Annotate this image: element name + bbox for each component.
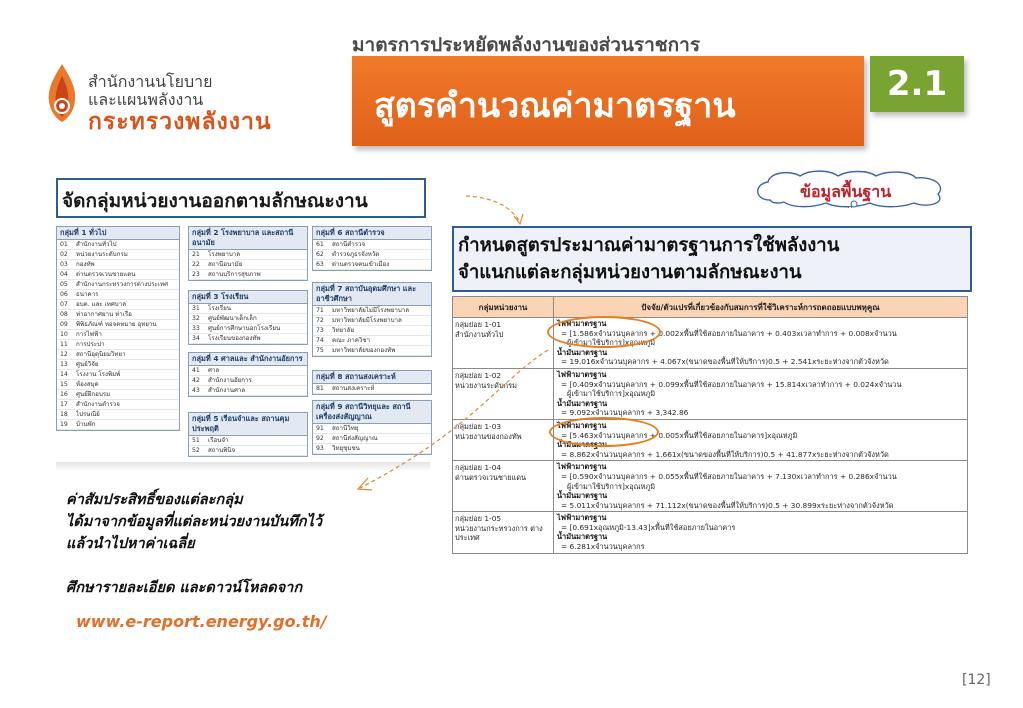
- list-item: [189, 324, 307, 334]
- list-item: [313, 346, 431, 356]
- fuel-formula: = 19.016xจำนวนบุคลากร + 4.067x(ขนาดของพื้นที่ให้บริการ)0.5 + 2.541xระยะห่างจากตัวจังหวัด: [561, 357, 889, 367]
- group-unit-name: ห้องสมุด: [76, 381, 99, 388]
- fuel-formula: = 9.092xจำนวนบุคลากร + 3,342.86: [561, 408, 689, 418]
- group-title: กลุ่มที่ 8 สถานสงเคราะห์: [313, 371, 431, 384]
- group-title: กลุ่มที่ 5 เรือนจำและ สถานคุมประพฤติ: [189, 413, 307, 436]
- right-heading-line2: จำแนกแต่ละกลุ่มหน่วยงานตามลักษณะงาน: [458, 262, 802, 283]
- group-rows: [57, 240, 179, 430]
- list-item: [57, 410, 179, 420]
- electricity-formula: = [0.590xจำนวนบุคลากร + 0.055xพื้นที่ใช้สอยภายในอาคาร + 7.130xเวลาทำการ + 0.286xจำนวน: [561, 471, 897, 481]
- group-cell: [453, 369, 554, 419]
- note-line4: ศึกษารายละเอียด และดาวน์โหลดจาก: [66, 580, 303, 596]
- group-rows: [313, 424, 431, 454]
- group-code: 01: [60, 241, 68, 248]
- list-item: [313, 444, 431, 454]
- group-code: 43: [192, 387, 200, 394]
- group-code: 14: [60, 371, 68, 378]
- group-code: 10: [60, 331, 68, 338]
- electricity-formula-text: [0.691xอุณหภูมิ-13.43]xพื้นที่ใช้สอยภายในอาคาร: [569, 522, 736, 532]
- group-code: 61: [316, 241, 324, 248]
- group-code: 11: [60, 341, 68, 348]
- group-unit-name: สถานีตำรวจ: [332, 241, 366, 248]
- list-item: [57, 360, 179, 370]
- table-row: [453, 369, 967, 420]
- list-item: [313, 250, 431, 260]
- group-title: กลุ่มที่ 2 โรงพยาบาล และสถานีอนามัย: [189, 227, 307, 250]
- electricity-label: ไฟฟ้ามาตรฐาน: [557, 369, 607, 379]
- subgroup-id: กลุ่มย่อย 1-04: [455, 463, 502, 473]
- list-item: [57, 370, 179, 380]
- electricity-formula: = [5.463xจำนวนบุคลากร + 0.005xพื้นที่ใช้สอยภายในอาคาร]xอุณหภูมิ: [561, 430, 798, 440]
- fuel-formula: = 6.281xจำนวนบุคลากร: [561, 542, 645, 552]
- fuel-formula-text: 5.011xจำนวนบุคลากร + 71.112x(ขนาดของพื้นที่ให้บริการ)0.5 + 30.899xระยะห่างจากตัวจังหวัด: [569, 500, 894, 510]
- fuel-formula: = 8.862xจำนวนบุคลากร + 1.661x(ขนาดของพื้นที่ให้บริการ)0.5 + 41.877xระยะห่างจากตัวจังหวัด: [561, 449, 889, 459]
- left-heading: จัดกลุ่มหน่วยงานออกตามลักษณะงาน: [62, 190, 368, 212]
- slide-title: สูตรคำนวณค่ามาตรฐาน: [374, 86, 736, 126]
- list-item: [313, 384, 431, 394]
- list-item: [189, 304, 307, 314]
- list-item: [313, 240, 431, 250]
- org-name-line2: และแผนพลังงาน: [88, 90, 204, 109]
- fuel-formula: = 5.011xจำนวนบุคลากร + 71.112x(ขนาดของพื้นที่ให้บริการ)0.5 + 30.899xระยะห่างจากตัวจังหวัด: [561, 500, 894, 510]
- group-unit-name: กองทัพ: [76, 261, 95, 268]
- list-item: [57, 320, 179, 330]
- ministry-name: กระทรวงพลังงาน: [88, 109, 272, 135]
- right-heading-line1: กำหนดสูตรประมาณค่ามาตรฐานการใช้พลังงาน: [458, 235, 840, 256]
- list-item: [57, 250, 179, 260]
- group-unit-name: สถานสงเคราะห์: [332, 385, 375, 392]
- group-unit-name: วิทยุชุมชน: [332, 445, 360, 452]
- group-unit-name: ศูนย์วิจัย: [76, 361, 99, 368]
- list-item: [57, 260, 179, 270]
- group-unit-name: สถานีอุตุนิยมวิทยา: [76, 351, 126, 358]
- note-line3: แล้วนำไปหาค่าเฉลี่ย: [66, 536, 195, 552]
- electricity-formula: = [0.691xอุณหภูมิ-13.43]xพื้นที่ใช้สอยภายในอาคาร: [561, 522, 736, 532]
- header-group: กลุ่มหน่วยงาน: [453, 297, 554, 317]
- group-code: 51: [192, 437, 200, 444]
- note-line2: ได้มาจากข้อมูลที่แต่ละหน่วยงานบันทึกไว้: [66, 514, 323, 530]
- table-shadow: [56, 462, 430, 470]
- group-unit-name: ด่านตรวจเวนชายแดน: [76, 271, 136, 278]
- group-rows: [189, 436, 307, 456]
- group-unit-name: การประปา: [76, 341, 105, 348]
- group-code: 34: [192, 335, 200, 342]
- cloud-label: ข้อมูลพื้นฐาน: [800, 182, 892, 201]
- fuel-label: น้ำมันมาตรฐาน: [557, 398, 608, 408]
- group-unit-name: ศูนย์ฝึกอบรม: [76, 391, 111, 398]
- group-unit-name: ศูนย์การศึกษานอกโรงเรียน: [208, 325, 281, 332]
- list-item: [57, 330, 179, 340]
- unit-name: ด่านตรวจเวนชายแดน: [455, 472, 527, 482]
- group-code: 42: [192, 377, 200, 384]
- group-code: 72: [316, 317, 324, 324]
- formula-cell: [554, 512, 967, 552]
- group-title: กลุ่มที่ 1 ทั่วไป: [57, 227, 179, 240]
- list-item: [57, 400, 179, 410]
- fuel-label: น้ำมันมาตรฐาน: [557, 347, 608, 357]
- list-item: [189, 376, 307, 386]
- electricity-formula-cont: ผู้เข้ามาใช้บริการ]xอุณหภูมิ: [567, 389, 656, 399]
- list-item: [189, 386, 307, 396]
- group-unit-name: สำนักงานกระทรวงการต่างประเทศ: [76, 281, 168, 288]
- list-item: [189, 250, 307, 260]
- group-code: 13: [60, 361, 68, 368]
- group-unit-name: สำนักงานศาล: [208, 387, 246, 394]
- group-code: 41: [192, 367, 200, 374]
- formula-rows: [453, 318, 967, 553]
- highlight-ring: [547, 316, 661, 348]
- electricity-formula-text: [5.463xจำนวนบุคลากร + 0.005xพื้นที่ใช้สอยภายในอาคาร]xอุณหภูมิ: [569, 430, 798, 440]
- list-item: [189, 436, 307, 446]
- subgroup-id: กลุ่มย่อย 1-03: [455, 421, 502, 431]
- electricity-formula: = [0.409xจำนวนบุคลากร + 0.099xพื้นที่ใช้สอยภายในอาคาร + 15.814xเวลาทำการ + 0.024xจำนวน: [561, 379, 902, 389]
- group-cell: [453, 461, 554, 511]
- group-unit-name: สำนักงานตำรวจ: [76, 401, 120, 408]
- group-unit-name: โรงงาน โรงพิมพ์: [76, 371, 121, 378]
- group-code: 81: [316, 385, 324, 392]
- group-code: 16: [60, 391, 68, 398]
- formula-table: [452, 296, 968, 554]
- list-item: [313, 336, 431, 346]
- list-item: [189, 314, 307, 324]
- electricity-formula-text: [1.586xจำนวนบุคลากร + 0.002xพื้นที่ใช้สอยภายในอาคาร + 0.403xเวลาทำการ + 0.008xจำนวน: [569, 328, 897, 338]
- group-unit-name: มหาวิทยาลัยไม่มีโรงพยาบาล: [332, 307, 410, 314]
- list-item: [57, 420, 179, 430]
- group-code: 18: [60, 411, 68, 418]
- unit-name: หน่วยงานระดับกรม: [455, 380, 517, 390]
- group-table-2: [188, 226, 308, 281]
- right-heading: [458, 232, 839, 286]
- group-code: 91: [316, 425, 324, 432]
- group-unit-name: มหาวิทยาลัยของกองทัพ: [332, 347, 396, 354]
- group-cell: [453, 512, 554, 552]
- group-unit-name: ด่านตรวจคนเข้าเมือง: [332, 261, 390, 268]
- group-code: 23: [192, 271, 200, 278]
- group-unit-name: สถานีอนามัย: [208, 261, 243, 268]
- group-code: 63: [316, 261, 324, 268]
- list-item: [57, 300, 179, 310]
- group-code: 31: [192, 305, 200, 312]
- group-code: 71: [316, 307, 324, 314]
- electricity-formula-text: [0.590xจำนวนบุคลากร + 0.055xพื้นที่ใช้สอยภายในอาคาร + 7.130xเวลาทำการ + 0.286xจำนวน: [569, 471, 897, 481]
- table-row: [453, 512, 967, 552]
- group-table-3: [188, 290, 308, 345]
- header-factors: ปัจจัย/ตัวแปรที่เกี่ยวข้องกับสมการที่ใช้วิเคราะห์การถดถอยแบบพหุคูณ: [641, 302, 880, 312]
- list-item: [189, 270, 307, 280]
- fuel-formula-text: 8.862xจำนวนบุคลากร + 1.661x(ขนาดของพื้นที่ให้บริการ)0.5 + 41.877xระยะห่างจากตัวจังหวัด: [569, 449, 889, 459]
- group-title: กลุ่มที่ 9 สถานีวิทยุและ สถานีเครื่องส่งสัญญาณ: [313, 401, 431, 424]
- group-unit-name: โรงเรียนของกองทัพ: [208, 335, 261, 342]
- fuel-label: น้ำมันมาตรฐาน: [557, 440, 608, 450]
- group-title: กลุ่มที่ 4 ศาลและ สำนักงานอัยการ: [189, 353, 307, 366]
- electricity-label: ไฟฟ้ามาตรฐาน: [557, 319, 607, 328]
- group-table-9: [312, 400, 432, 455]
- group-table-4: [188, 352, 308, 397]
- group-code: 07: [60, 301, 68, 308]
- page-number: [12]: [962, 672, 991, 688]
- group-code: 19: [60, 421, 68, 428]
- group-unit-name: บ้านพัก: [76, 421, 96, 428]
- group-table-1: [56, 226, 180, 431]
- fuel-formula-text: 6.281xจำนวนบุคลากร: [569, 542, 645, 552]
- group-unit-name: โรงพยาบาล: [208, 251, 241, 258]
- list-item: [57, 310, 179, 320]
- electricity-label: ไฟฟ้ามาตรฐาน: [557, 513, 607, 523]
- list-item: [313, 424, 431, 434]
- group-code: 22: [192, 261, 200, 268]
- group-code: 09: [60, 321, 68, 328]
- group-code: 92: [316, 435, 324, 442]
- table-row: [453, 461, 967, 512]
- fuel-formula-text: 9.092xจำนวนบุคลากร + 3,342.86: [569, 408, 689, 418]
- group-code: 74: [316, 337, 324, 344]
- title-banner: [352, 56, 864, 146]
- electricity-label: ไฟฟ้ามาตรฐาน: [557, 420, 607, 430]
- electricity-formula: = [1.586xจำนวนบุคลากร + 0.002xพื้นที่ใช้สอยภายในอาคาร + 0.403xเวลาทำการ + 0.008xจำนวน: [561, 328, 897, 338]
- list-item: [57, 340, 179, 350]
- group-cell: [453, 420, 554, 460]
- formula-table-header: [453, 297, 967, 318]
- group-cell: [453, 318, 554, 368]
- list-item: [189, 366, 307, 376]
- group-unit-name: สถานีวิทยุ: [332, 425, 359, 432]
- group-unit-name: หน่วยงานระดับกรม: [76, 251, 128, 258]
- group-unit-name: วิทยาลัย: [332, 327, 355, 334]
- fuel-formula-text: 19.016xจำนวนบุคลากร + 4.067x(ขนาดของพื้นที่ให้บริการ)0.5 + 2.541xระยะห่างจากตัวจังหวัด: [569, 357, 889, 367]
- section-number-badge: [870, 56, 964, 112]
- website-link[interactable]: www.e-report.energy.go.th/: [76, 612, 327, 631]
- note-line1: ค่าสัมประสิทธิ์ของแต่ละกลุ่ม: [66, 492, 243, 508]
- group-unit-name: พิพิธภัณฑ์ หอจดหมาย อุทยาน: [76, 321, 157, 328]
- group-unit-name: สถานบริการสุขภาพ: [208, 271, 261, 278]
- list-item: [313, 434, 431, 444]
- section-number: 2.1: [886, 64, 948, 104]
- list-item: [57, 380, 179, 390]
- group-code: 33: [192, 325, 200, 332]
- group-code: 62: [316, 251, 324, 258]
- group-title: กลุ่มที่ 3 โรงเรียน: [189, 291, 307, 304]
- electricity-formula-cont: ผู้เข้ามาใช้บริการ]xอุณหภูมิ: [567, 338, 656, 348]
- group-rows: [313, 306, 431, 356]
- group-code: 04: [60, 271, 68, 278]
- group-unit-name: สำนักงานอัยการ: [208, 377, 252, 384]
- list-item: [189, 334, 307, 344]
- group-code: 75: [316, 347, 324, 354]
- list-item: [189, 446, 307, 456]
- electricity-formula-text: [0.409xจำนวนบุคลากร + 0.099xพื้นที่ใช้สอยภายในอาคาร + 15.814xเวลาทำการ + 0.024xจำนวน: [569, 379, 902, 389]
- right-heading-box: [452, 226, 972, 292]
- group-title: กลุ่มที่ 7 สถาบันอุดมศึกษา และอาชีวศึกษา: [313, 283, 431, 306]
- electricity-formula-cont: ผู้เข้ามาใช้บริการ]xอุณหภูมิ: [567, 481, 656, 491]
- group-rows: [189, 366, 307, 396]
- group-unit-name: โรงเรียน: [208, 305, 231, 312]
- group-unit-name: ไปรษณีย์: [76, 411, 100, 418]
- list-item: [57, 280, 179, 290]
- group-unit-name: เรือนจำ: [208, 437, 229, 444]
- slide-subtitle: มาตรการประหยัดพลังงานของส่วนราชการ: [352, 34, 701, 56]
- fuel-label: น้ำมันมาตรฐาน: [557, 532, 608, 542]
- unit-name: หน่วยงานของกองทัพ: [455, 431, 522, 441]
- group-code: 15: [60, 381, 68, 388]
- group-unit-name: ท่าอากาศยาน ท่าเรือ: [76, 311, 132, 318]
- electricity-label: ไฟฟ้ามาตรฐาน: [557, 462, 607, 472]
- left-heading-box: [56, 178, 426, 218]
- list-item: [57, 240, 179, 250]
- list-item: [189, 260, 307, 270]
- formula-cell: [554, 369, 967, 419]
- group-unit-name: สำนักงานทั่วไป: [76, 241, 117, 248]
- group-unit-name: ธนาคาร: [76, 291, 99, 298]
- group-rows: [189, 304, 307, 344]
- group-unit-name: สถานีส่งสัญญาณ: [332, 435, 378, 442]
- group-unit-name: คณะ ภาควิชา: [332, 337, 371, 344]
- group-code: 08: [60, 311, 68, 318]
- unit-name: สำนักงานทั่วไป: [455, 329, 504, 339]
- highlight-ring: [549, 417, 659, 447]
- group-rows: [189, 250, 307, 280]
- group-code: 73: [316, 327, 324, 334]
- list-item: [57, 390, 179, 400]
- group-code: 05: [60, 281, 68, 288]
- group-unit-name: อบต. และ เทศบาล: [76, 301, 126, 308]
- group-rows: [313, 240, 431, 270]
- group-table-6: [312, 226, 432, 271]
- group-code: 32: [192, 315, 200, 322]
- group-unit-name: ศาล: [208, 367, 220, 374]
- org-name-line1: สำนักงานนโยบาย: [88, 72, 213, 91]
- group-unit-name: สถานพินิจ: [208, 447, 236, 454]
- fuel-label: น้ำมันมาตรฐาน: [557, 491, 608, 501]
- unit-name: หน่วยงานกระทรวงการ ต่างประเทศ: [455, 523, 543, 543]
- group-table-7: [312, 282, 432, 357]
- table-row: [453, 420, 967, 461]
- group-unit-name: การไฟฟ้า: [76, 331, 102, 338]
- list-item: [313, 260, 431, 270]
- list-item: [57, 350, 179, 360]
- group-rows: [313, 384, 431, 394]
- group-unit-name: มหาวิทยาลัยมีโรงพยาบาล: [332, 317, 402, 324]
- group-code: 21: [192, 251, 200, 258]
- group-unit-name: ศูนย์พัฒนาเด็กเล็ก: [208, 315, 257, 322]
- list-item: [313, 326, 431, 336]
- group-code: 17: [60, 401, 68, 408]
- group-code: 02: [60, 251, 68, 258]
- list-item: [57, 290, 179, 300]
- subgroup-id: กลุ่มย่อย 1-02: [455, 370, 502, 380]
- group-table-8: [312, 370, 432, 395]
- group-unit-name: ตำรวจภูธรจังหวัด: [332, 251, 380, 258]
- table-row: [453, 318, 967, 369]
- group-code: 52: [192, 447, 200, 454]
- subgroup-id: กลุ่มย่อย 1-05: [455, 514, 502, 524]
- group-table-5: [188, 412, 308, 457]
- group-code: 93: [316, 445, 324, 452]
- group-code: 06: [60, 291, 68, 298]
- group-code: 03: [60, 261, 68, 268]
- list-item: [57, 270, 179, 280]
- group-title: กลุ่มที่ 6 สถานีตำรวจ: [313, 227, 431, 240]
- energy-ministry-logo-icon: [42, 62, 82, 124]
- group-code: 12: [60, 351, 68, 358]
- list-item: [313, 306, 431, 316]
- formula-cell: [554, 461, 967, 511]
- subgroup-id: กลุ่มย่อย 1-01: [455, 320, 502, 329]
- list-item: [313, 316, 431, 326]
